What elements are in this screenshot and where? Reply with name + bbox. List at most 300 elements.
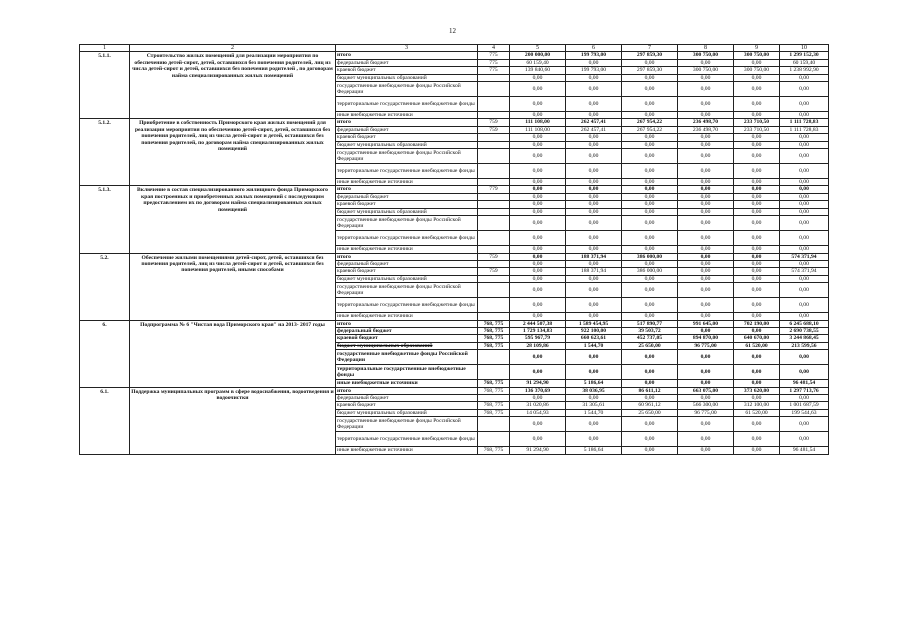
item-number: 5.1.1. <box>80 52 130 119</box>
amount-cell: 0,00 <box>734 327 780 334</box>
amount-cell: 0,00 <box>734 216 780 231</box>
amount-cell: 312 100,00 <box>734 402 780 409</box>
grbs-code: 768, 775 <box>478 380 510 387</box>
amount-cell: 0,00 <box>780 141 829 148</box>
grbs-code <box>478 149 510 164</box>
funding-source: бюджет муниципальных образований <box>336 409 478 416</box>
amount-cell: 0,00 <box>622 298 678 313</box>
amount-cell: 60 159,40 <box>780 59 829 66</box>
grbs-code: 779 <box>478 186 510 193</box>
amount-cell: 0,00 <box>566 97 622 112</box>
amount-cell: 0,00 <box>510 268 566 275</box>
grbs-code <box>478 112 510 119</box>
amount-cell: 233 710,50 <box>734 126 780 133</box>
item-number: 6.1. <box>80 387 130 454</box>
amount-cell: 139 840,60 <box>510 67 566 74</box>
amount-cell: 0,00 <box>566 432 622 447</box>
funding-source: иные внебюджетные источники <box>336 112 478 119</box>
grbs-code: 775 <box>478 52 510 59</box>
amount-cell: 0,00 <box>678 380 734 387</box>
amount-cell: 0,00 <box>780 164 829 179</box>
amount-cell: 452 737,05 <box>622 335 678 342</box>
grbs-code <box>478 97 510 112</box>
grbs-code: 768, 775 <box>478 335 510 342</box>
funding-source: территориальные государственные внебюджетные фонды <box>336 231 478 246</box>
amount-cell: 0,00 <box>510 193 566 200</box>
amount-cell: 0,00 <box>678 179 734 186</box>
amount-cell: 199 544,63 <box>780 409 829 416</box>
amount-cell: 0,00 <box>566 82 622 97</box>
amount-cell: 0,00 <box>734 313 780 320</box>
funding-source: иные внебюджетные источники <box>336 313 478 320</box>
amount-cell: 111 108,00 <box>510 126 566 133</box>
table-row <box>80 52 829 59</box>
amount-cell: 0,00 <box>566 193 622 200</box>
amount-cell: 0,00 <box>622 417 678 432</box>
grbs-code: 775 <box>478 59 510 66</box>
amount-cell: 262 457,41 <box>566 126 622 133</box>
amount-cell: 0,00 <box>734 275 780 282</box>
amount-cell: 0,00 <box>566 112 622 119</box>
funding-source: краевой бюджет <box>336 268 478 275</box>
amount-cell: 1 297 713,76 <box>780 387 829 394</box>
amount-cell: 0,00 <box>566 186 622 193</box>
amount-cell: 0,00 <box>678 260 734 267</box>
amount-cell: 0,00 <box>780 231 829 246</box>
amount-cell: 0,00 <box>510 275 566 282</box>
amount-cell: 60 159,40 <box>510 59 566 66</box>
item-name: Поддержка муниципальных программ в сфере водоснабжения, водоотведения и водоочистки <box>130 387 336 454</box>
amount-cell: 0,00 <box>510 149 566 164</box>
amount-cell: 0,00 <box>678 193 734 200</box>
amount-cell: 0,00 <box>780 313 829 320</box>
amount-cell: 0,00 <box>780 298 829 313</box>
amount-cell: 0,00 <box>622 164 678 179</box>
amount-cell: 0,00 <box>734 97 780 112</box>
grbs-code <box>478 141 510 148</box>
table-row <box>80 253 829 260</box>
grbs-code <box>478 231 510 246</box>
header-cell: 1 <box>80 45 130 52</box>
amount-cell: 0,00 <box>678 394 734 401</box>
amount-cell: 1 001 687,59 <box>780 402 829 409</box>
amount-cell: 0,00 <box>622 186 678 193</box>
amount-cell: 0,00 <box>734 283 780 298</box>
amount-cell: 0,00 <box>734 164 780 179</box>
amount-cell: 0,00 <box>510 350 566 365</box>
amount-cell: 0,00 <box>678 149 734 164</box>
amount-cell: 0,00 <box>510 134 566 141</box>
funding-source: территориальные государственные внебюджетные фонды <box>336 365 478 380</box>
grbs-code <box>478 350 510 365</box>
funding-source: итого <box>336 320 478 327</box>
amount-cell: 0,00 <box>566 141 622 148</box>
amount-cell: 0,00 <box>622 380 678 387</box>
grbs-code <box>478 216 510 231</box>
amount-cell: 0,00 <box>678 268 734 275</box>
amount-cell: 199 793,00 <box>566 52 622 59</box>
amount-cell: 31 020,86 <box>510 402 566 409</box>
amount-cell: 0,00 <box>622 432 678 447</box>
amount-cell: 0,00 <box>780 193 829 200</box>
amount-cell: 0,00 <box>622 208 678 215</box>
amount-cell: 0,00 <box>780 74 829 81</box>
amount-cell: 0,00 <box>734 149 780 164</box>
amount-cell: 894 870,00 <box>678 335 734 342</box>
item-number: 5.1.3. <box>80 186 130 253</box>
amount-cell: 188 371,94 <box>566 268 622 275</box>
funding-source: территориальные государственные внебюджетные фонды <box>336 164 478 179</box>
amount-cell: 2 690 738,55 <box>780 327 829 334</box>
amount-cell: 300 750,00 <box>734 52 780 59</box>
amount-cell: 91 294,90 <box>510 447 566 454</box>
header-cell: 6 <box>566 45 622 52</box>
amount-cell: 300 750,00 <box>678 67 734 74</box>
amount-cell: 0,00 <box>734 112 780 119</box>
amount-cell: 0,00 <box>510 231 566 246</box>
amount-cell: 0,00 <box>678 134 734 141</box>
funding-source: территориальные государственные внебюджетные фонды <box>336 432 478 447</box>
amount-cell: 0,00 <box>678 417 734 432</box>
amount-cell: 0,00 <box>678 253 734 260</box>
grbs-code: 759 <box>478 253 510 260</box>
header-row <box>80 45 829 52</box>
funding-source: итого <box>336 387 478 394</box>
grbs-code: 759 <box>478 268 510 275</box>
amount-cell: 0,00 <box>566 179 622 186</box>
amount-cell: 0,00 <box>510 164 566 179</box>
amount-cell: 0,00 <box>780 365 829 380</box>
amount-cell: 60 961,12 <box>622 402 678 409</box>
amount-cell: 0,00 <box>510 253 566 260</box>
amount-cell: 0,00 <box>734 74 780 81</box>
amount-cell: 0,00 <box>566 298 622 313</box>
amount-cell: 0,00 <box>678 246 734 253</box>
amount-cell: 0,00 <box>678 231 734 246</box>
amount-cell: 0,00 <box>510 417 566 432</box>
funding-source: государственные внебюджетные фонды Российской Федерации <box>336 82 478 97</box>
amount-cell: 0,00 <box>566 216 622 231</box>
amount-cell: 5 186,64 <box>566 380 622 387</box>
amount-cell: 61 520,00 <box>734 409 780 416</box>
amount-cell: 386 000,00 <box>622 268 678 275</box>
amount-cell: 0,00 <box>780 97 829 112</box>
amount-cell: 0,00 <box>780 216 829 231</box>
amount-cell: 31 305,61 <box>566 402 622 409</box>
amount-cell: 0,00 <box>678 97 734 112</box>
amount-cell: 991 645,00 <box>678 320 734 327</box>
header-cell: 4 <box>478 45 510 52</box>
amount-cell: 96 775,00 <box>678 342 734 349</box>
grbs-code <box>478 208 510 215</box>
amount-cell: 0,00 <box>622 82 678 97</box>
amount-cell: 0,00 <box>678 201 734 208</box>
amount-cell: 0,00 <box>566 350 622 365</box>
grbs-code <box>478 365 510 380</box>
table-row <box>80 387 829 394</box>
funding-source: территориальные государственные внебюджетные фонды <box>336 97 478 112</box>
amount-cell: 0,00 <box>780 179 829 186</box>
amount-cell: 0,00 <box>678 59 734 66</box>
grbs-code <box>478 74 510 81</box>
amount-cell: 38 036,95 <box>566 387 622 394</box>
amount-cell: 595 967,79 <box>510 335 566 342</box>
funding-source: итого <box>336 253 478 260</box>
amount-cell: 96 481,54 <box>780 447 829 454</box>
amount-cell: 0,00 <box>510 298 566 313</box>
amount-cell: 0,00 <box>734 365 780 380</box>
amount-cell: 0,00 <box>678 186 734 193</box>
amount-cell: 0,00 <box>734 268 780 275</box>
amount-cell: 0,00 <box>734 246 780 253</box>
grbs-code: 768, 775 <box>478 327 510 334</box>
amount-cell: 28 109,86 <box>510 342 566 349</box>
amount-cell: 0,00 <box>622 283 678 298</box>
amount-cell: 0,00 <box>510 246 566 253</box>
amount-cell: 702 190,00 <box>734 320 780 327</box>
item-number: 5.2. <box>80 253 130 320</box>
amount-cell: 0,00 <box>734 260 780 267</box>
amount-cell: 0,00 <box>622 134 678 141</box>
amount-cell: 0,00 <box>622 216 678 231</box>
grbs-code: 768, 775 <box>478 387 510 394</box>
amount-cell: 0,00 <box>510 97 566 112</box>
funding-source: территориальные государственные внебюджетные фонды <box>336 298 478 313</box>
amount-cell: 2 444 507,38 <box>510 320 566 327</box>
grbs-code: 768, 775 <box>478 402 510 409</box>
amount-cell: 0,00 <box>678 313 734 320</box>
amount-cell: 0,00 <box>678 216 734 231</box>
amount-cell: 0,00 <box>510 179 566 186</box>
funding-source: федеральный бюджет <box>336 59 478 66</box>
amount-cell: 0,00 <box>566 275 622 282</box>
amount-cell: 0,00 <box>734 417 780 432</box>
funding-source: итого <box>336 52 478 59</box>
grbs-code: 759 <box>478 126 510 133</box>
amount-cell: 267 954,22 <box>622 119 678 126</box>
amount-cell: 0,00 <box>622 231 678 246</box>
amount-cell: 0,00 <box>622 201 678 208</box>
item-number: 6. <box>80 320 130 387</box>
amount-cell: 86 611,12 <box>622 387 678 394</box>
amount-cell: 0,00 <box>622 141 678 148</box>
amount-cell: 0,00 <box>622 313 678 320</box>
funding-source: бюджет муниципальных образований <box>336 342 478 349</box>
amount-cell: 0,00 <box>510 283 566 298</box>
amount-cell: 0,00 <box>780 208 829 215</box>
amount-cell: 0,00 <box>566 283 622 298</box>
item-name: Строительство жилых помещений для реализации мероприятия по обеспечению детей-сирот, детей, оставшихся без попечения родителей, лиц из числа детей-сирот и детей, оставшихся без попечения родителей , по договорам найма специализированных жилых помещений <box>130 52 336 119</box>
amount-cell: 0,00 <box>566 164 622 179</box>
amount-cell: 0,00 <box>510 208 566 215</box>
amount-cell: 574 371,94 <box>780 268 829 275</box>
item-name: Подпрограмма № 6 "Чистая вода Приморского края" на 2013- 2017 годы <box>130 320 336 387</box>
header-cell: 10 <box>780 45 829 52</box>
grbs-code: 768, 775 <box>478 320 510 327</box>
funding-source: иные внебюджетные источники <box>336 447 478 454</box>
amount-cell: 0,00 <box>780 186 829 193</box>
amount-cell: 0,00 <box>566 394 622 401</box>
amount-cell: 0,00 <box>734 432 780 447</box>
amount-cell: 0,00 <box>780 82 829 97</box>
amount-cell: 1 299 152,30 <box>780 52 829 59</box>
amount-cell: 0,00 <box>622 74 678 81</box>
amount-cell: 91 294,90 <box>510 380 566 387</box>
amount-cell: 0,00 <box>622 447 678 454</box>
amount-cell: 0,00 <box>678 275 734 282</box>
table-row <box>80 320 829 327</box>
amount-cell: 0,00 <box>734 447 780 454</box>
amount-cell: 0,00 <box>678 432 734 447</box>
grbs-code <box>478 134 510 141</box>
amount-cell: 0,00 <box>678 298 734 313</box>
amount-cell: 0,00 <box>678 208 734 215</box>
funding-source: бюджет муниципальных образований <box>336 74 478 81</box>
amount-cell: 922 100,00 <box>566 327 622 334</box>
amount-cell: 0,00 <box>678 112 734 119</box>
amount-cell: 0,00 <box>780 134 829 141</box>
amount-cell: 1 111 728,83 <box>780 126 829 133</box>
item-name: Приобретение в собственность Приморского края жилых помещений для реализации мероприятия по обеспечению детей-сирот, детей, оставшихся без попечения родителей, лиц из числа детей-сирот и детей, оставшихся без попечения родителей, по договорам найма специализированных жилых помещений <box>130 119 336 186</box>
amount-cell: 1 238 992,90 <box>780 67 829 74</box>
amount-cell: 25 650,00 <box>622 342 678 349</box>
amount-cell: 0,00 <box>510 365 566 380</box>
amount-cell: 0,00 <box>622 246 678 253</box>
table-row <box>80 119 829 126</box>
funding-source: краевой бюджет <box>336 67 478 74</box>
amount-cell: 0,00 <box>678 350 734 365</box>
amount-cell: 0,00 <box>734 380 780 387</box>
amount-cell: 1 544,70 <box>566 409 622 416</box>
funding-source: государственные внебюджетные фонды Российской Федерации <box>336 149 478 164</box>
amount-cell: 0,00 <box>780 260 829 267</box>
amount-cell: 5 186,64 <box>566 447 622 454</box>
amount-cell: 213 599,56 <box>780 342 829 349</box>
amount-cell: 0,00 <box>566 201 622 208</box>
amount-cell: 300 750,00 <box>734 67 780 74</box>
funding-source: краевой бюджет <box>336 134 478 141</box>
funding-source: краевой бюджет <box>336 402 478 409</box>
amount-cell: 0,00 <box>734 350 780 365</box>
amount-cell: 0,00 <box>510 394 566 401</box>
amount-cell: 0,00 <box>622 97 678 112</box>
header-cell: 9 <box>734 45 780 52</box>
amount-cell: 0,00 <box>622 365 678 380</box>
amount-cell: 0,00 <box>780 275 829 282</box>
item-name: Обеспечение жилыми помещениями детей-сирот, детей, оставшихся без попечения родителей, лиц из числа детей-сирот и детей, оставшихся без попечения родителей, иными способами <box>130 253 336 320</box>
page-number: 12 <box>449 27 456 35</box>
amount-cell: 199 793,00 <box>566 67 622 74</box>
amount-cell: 136 370,69 <box>510 387 566 394</box>
item-name: Включение в состав специализированного жилищного фонда Приморского края построенных и приобретенных жилых помещений с последующим предоставлением их по договорам найма специализированных жилых помещений <box>130 186 336 253</box>
amount-cell: 566 300,00 <box>678 402 734 409</box>
amount-cell: 0,00 <box>780 201 829 208</box>
grbs-code <box>478 275 510 282</box>
funding-source: итого <box>336 186 478 193</box>
header-cell: 5 <box>510 45 566 52</box>
amount-cell: 0,00 <box>510 313 566 320</box>
amount-cell: 1 544,70 <box>566 342 622 349</box>
amount-cell: 0,00 <box>734 134 780 141</box>
amount-cell: 0,00 <box>510 432 566 447</box>
header-cell: 8 <box>678 45 734 52</box>
funding-source: государственные внебюджетные фонды Российской Федерации <box>336 417 478 432</box>
funding-source: итого <box>336 119 478 126</box>
amount-cell: 0,00 <box>780 149 829 164</box>
amount-cell: 0,00 <box>566 149 622 164</box>
amount-cell: 0,00 <box>622 350 678 365</box>
amount-cell: 111 108,00 <box>510 119 566 126</box>
grbs-code: 759 <box>478 119 510 126</box>
amount-cell: 0,00 <box>566 74 622 81</box>
amount-cell: 0,00 <box>622 59 678 66</box>
grbs-code <box>478 283 510 298</box>
amount-cell: 663 075,00 <box>678 387 734 394</box>
amount-cell: 0,00 <box>566 134 622 141</box>
grbs-code <box>478 432 510 447</box>
amount-cell: 0,00 <box>780 432 829 447</box>
amount-cell: 0,00 <box>622 193 678 200</box>
amount-cell: 0,00 <box>566 313 622 320</box>
funding-source: бюджет муниципальных образований <box>336 208 478 215</box>
amount-cell: 0,00 <box>510 82 566 97</box>
amount-cell: 0,00 <box>734 186 780 193</box>
header-cell: 3 <box>336 45 478 52</box>
funding-source: государственные внебюджетные фонды Российской Федерации <box>336 283 478 298</box>
amount-cell: 300 750,00 <box>678 52 734 59</box>
amount-cell: 0,00 <box>622 179 678 186</box>
amount-cell: 267 954,22 <box>622 126 678 133</box>
grbs-code: 768, 775 <box>478 409 510 416</box>
amount-cell: 0,00 <box>734 201 780 208</box>
amount-cell: 1 729 134,83 <box>510 327 566 334</box>
amount-cell: 517 890,77 <box>622 320 678 327</box>
amount-cell: 0,00 <box>566 59 622 66</box>
amount-cell: 0,00 <box>566 231 622 246</box>
amount-cell: 0,00 <box>622 149 678 164</box>
table-row <box>80 186 829 193</box>
funding-source: бюджет муниципальных образований <box>336 275 478 282</box>
amount-cell: 0,00 <box>780 417 829 432</box>
grbs-code <box>478 394 510 401</box>
grbs-code <box>478 164 510 179</box>
amount-cell: 0,00 <box>566 417 622 432</box>
amount-cell: 0,00 <box>566 246 622 253</box>
amount-cell: 0,00 <box>678 164 734 179</box>
amount-cell: 660 623,61 <box>566 335 622 342</box>
funding-source: государственные внебюджетные фонды Российской Федерации <box>336 350 478 365</box>
amount-cell: 640 670,00 <box>734 335 780 342</box>
amount-cell: 0,00 <box>622 112 678 119</box>
amount-cell: 0,00 <box>510 74 566 81</box>
amount-cell: 1 111 728,83 <box>780 119 829 126</box>
amount-cell: 0,00 <box>734 59 780 66</box>
amount-cell: 0,00 <box>678 82 734 97</box>
amount-cell: 574 371,94 <box>780 253 829 260</box>
funding-source: бюджет муниципальных образований <box>336 141 478 148</box>
amount-cell: 25 650,00 <box>622 409 678 416</box>
funding-source: федеральный бюджет <box>336 260 478 267</box>
amount-cell: 0,00 <box>780 394 829 401</box>
grbs-code <box>478 417 510 432</box>
amount-cell: 0,00 <box>622 275 678 282</box>
grbs-code: 768, 775 <box>478 342 510 349</box>
grbs-code <box>478 201 510 208</box>
amount-cell: 200 000,00 <box>510 52 566 59</box>
amount-cell: 297 859,30 <box>622 67 678 74</box>
amount-cell: 0,00 <box>734 82 780 97</box>
amount-cell: 0,00 <box>734 141 780 148</box>
